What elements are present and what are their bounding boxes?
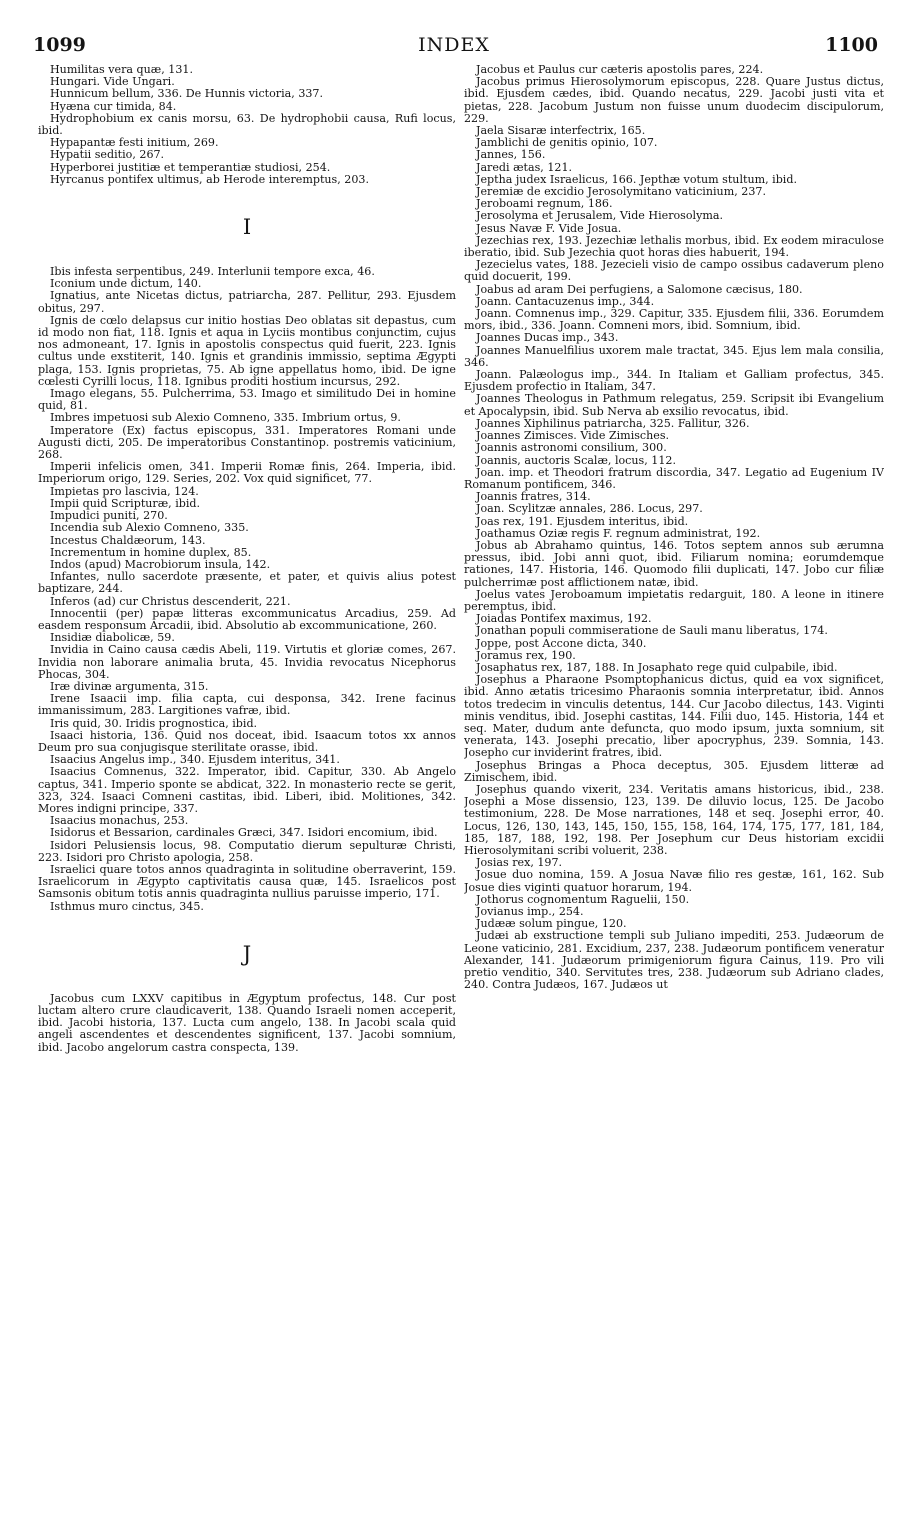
index-entry: Joan. Scylitzæ annales, 286. Locus, 297. <box>476 502 703 516</box>
index-entry: Jaredi ætas, 121. <box>476 160 573 174</box>
index-letter-heading: J <box>242 941 252 966</box>
index-entry: Joabus ad aram Dei perfugiens, a Salomone cæcisus, 180. <box>476 282 803 296</box>
index-entry: Jerosolyma et Jerusalem, Vide Hierosolyma. <box>476 209 724 223</box>
index-entry: Judææ solum pingue, 120. <box>476 917 627 931</box>
index-entry: Joannes Theologus in Pathmum relegatus, 259. Scripsit ibi Evangelium et Apocalypsin, ibid. Sub Nerva ab exsilio revocatus, ibid. <box>464 392 884 418</box>
index-entry: Israelici quare totos annos quadraginta in solitudine oberraverint, 159. Israelicorum in Ægypto captivitatis causa quæ, 145. Israelicos post Samsonis obitum totis annis quadraginta nullius paruisse imperio, 171. <box>38 862 456 901</box>
index-entry: Impietas pro lascivia, 124. <box>50 484 199 498</box>
index-entry: Indos (apud) Macrobiorum insula, 142. <box>50 557 271 571</box>
index-entry: Joannes Manuelfilius uxorem male tractat, 345. Ejus lem mala consilia, 346. <box>464 343 884 369</box>
index-entry: Jothorus cognomentum Raguelii, 150. <box>476 892 690 906</box>
index-entry: Joannis fratres, 314. <box>476 490 591 504</box>
index-entry: Joan. imp. et Theodori fratrum discordia, 347. Legatio ad Eugenium IV Romanum pontificem, 346. <box>464 465 884 491</box>
index-entry: Infantes, nullo sacerdote præsente, et pater, et quivis alius potest baptizare, 244. <box>38 570 456 596</box>
index-entry: Joppe, post Accone dicta, 340. <box>476 636 647 650</box>
index-entry: Jeroboami regnum, 186. <box>476 197 613 211</box>
index-entry: Josaphatus rex, 187, 188. In Josaphato rege quid culpabile, ibid. <box>476 660 838 674</box>
index-entry: Jeremiæ de excidio Jerosolymitano vaticinium, 237. <box>476 185 766 199</box>
running-header <box>0 34 908 58</box>
index-entry: Hyrcanus pontifex ultimus, ab Herode interemptus, 203. <box>50 172 369 186</box>
index-entry: Joelus vates Jeroboamum impietatis redarguit, 180. A leone in itinere peremptus, ibid. <box>464 587 884 613</box>
index-entry: Joiadas Pontifex maximus, 192. <box>476 612 652 626</box>
index-entry: Impudici puniti, 270. <box>50 509 168 523</box>
index-entry: Incrementum in homine duplex, 85. <box>50 545 252 559</box>
index-entry: Joas rex, 191. Ejusdem interitus, ibid. <box>476 514 689 528</box>
index-entry: Invidia in Caino causa cædis Abeli, 119. Virtutis et gloriæ comes, 267. Invidia non laborare animalia bruta, 45. Invidia revocatus Nicephorus Phocas, 304. <box>38 643 456 681</box>
index-entry: Hunnicum bellum, 336. De Hunnis victoria, 337. <box>50 87 324 101</box>
index-entry: Jesus Navæ F. Vide Josua. <box>476 221 622 235</box>
index-entry: Josias rex, 197. <box>476 856 563 870</box>
index-entry: Ignatius, ante Nicetas dictus, patriarcha, 287. Pellitur, 293. Ejusdem obitus, 297. <box>38 289 456 315</box>
index-entry: Isidorus et Bessarion, cardinales Græci, 347. Isidori encomium, ibid. <box>50 826 438 840</box>
index-entry: Jacobus cum LXXV capitibus in Ægyptum profectus, 148. Cur post luctam altero crure claudicaverit, 138. Quando Israeli nomen acceperit, ibid. Jacobi historia, 137. Lucta cum angelo, 138. In Jacobi scala quid angeli ascendentes et descendentes significent, 137. Jacobi somnium, ibid. Jacobo angelorum castra conspecta, 139. <box>38 991 456 1054</box>
index-entry: Joann. Comnenus imp., 329. Capitur, 335. Ejusdem filii, 336. Eorumdem mors, ibid., 336. Joann. Comneni mors, ibid. Somnium, ibid. <box>464 307 884 333</box>
index-entry: Iræ divinæ argumenta, 315. <box>50 679 209 693</box>
index-entry: Imbres impetuosi sub Alexio Comneno, 335. Imbrium ortus, 9. <box>50 411 401 425</box>
index-entry: Jezecielus vates, 188. Jezecieli visio de campo ossibus cadaverum pleno quid docuerit, 199. <box>464 258 884 284</box>
index-entry: Hydrophobium ex canis morsu, 63. De hydrophobii causa, Rufi locus, ibid. <box>38 111 456 138</box>
index-entry: Josephus a Pharaone Psomptophanicus dictus, quid ea vox significet, ibid. Anno ætatis tricesimo Pharaonis somnia interpretatur, ibid. Annos totos tredecim in vinculis detentus, 144. Cur Jacobo dilectus, 143. Viginti minis venditus, ibid. Josephi castitas, 144. Filii duo, 145. Historia, 144 et seq. Mater, dudum ante defuncta, quo modo ipsum, juxta somnium, sit venerata, 143. Josephi precatio, liber apocryphus, 239. Somnia, 143. Josepho cur inviderint fratres, ibid. <box>464 673 884 760</box>
index-entry: Josephus quando vixerit, 234. Veritatis amans historicus, ibid., 238. Josephi a Mose dissensio, 123, 139. De diluvio locus, 125. De Jacobo testimonium, 228. De Mose narrationes, 148 et seq. Josephi error, 40. Locus, 126, 130, 143, 145, 150, 155, 158, 164, 174, 175, 177, 181, 184, 185, 187, 188, 192, 198. Per Josephum cur Deus historiam excidii Hierosolymitani scribi voluerit, 238. <box>464 782 884 857</box>
index-entry: Judæi ab exstructione templi sub Juliano impediti, 253. Judæorum de Leone vaticinio, 281. Excidium, 237, 238. Judæorum pontificem veneratur Alexander, 141. Judæorum primigeniorum figura Cainus, 119. Pro vili pretio venditio, 340. Servitutes tres, 238. Judæorum sub Adriano clades, 240. Contra Judæos, 167. Judæos ut <box>464 929 884 992</box>
index-entry: Joramus rex, 190. <box>476 648 576 662</box>
index-entry: Jannes, 156. <box>476 148 546 162</box>
index-entry: Inferos (ad) cur Christus descenderit, 221. <box>50 594 291 608</box>
index-entry: Joannes Ducas imp., 343. <box>476 331 619 345</box>
page-number-left: 1099 <box>33 34 86 56</box>
index-entry: Jamblichi de genitis opinio, 107. <box>476 136 658 150</box>
index-entry: Isthmus muro cinctus, 345. <box>50 899 204 913</box>
index-entry: Humilitas vera quæ, 131. <box>50 64 193 76</box>
index-entry: Josue duo nomina, 159. A Josua Navæ filio res gestæ, 161, 162. Sub Josue dies viginti quatuor horarum, 194. <box>464 868 884 894</box>
index-entry: Joann. Palæologus imp., 344. In Italiam et Galliam profectus, 345. Ejusdem profectio in Italiam, 347. <box>464 368 884 394</box>
index-entry: Imperatore (Ex) factus episcopus, 331. Imperatores Romani unde Augusti dicti, 205. De imperatoribus Constantinop. postremis vaticinium, 268. <box>38 423 456 462</box>
page-number-right: 1100 <box>825 34 878 56</box>
index-entry: Ignis de cœlo delapsus cur initio hostias Deo oblatas sit depastus, cum id modo non fiat, 118. Ignis et aqua in Lyciis montibus conjunctim, cujus nos admoneant, 17. Ignis in apostolis conspectus quid fuerit, 223. Ignis cultus unde exstiterit, 140. Ignis et grandinis immissio, septima Ægypti plaga, 153. Ignis proprietas, 75. Ab igne appellatus homo, ibid. De igne cœlesti Cyrilli locus, 118. Ignibus proditi hostium incursus, 292. <box>38 313 456 388</box>
index-entry: Joann. Cantacuzenus imp., 344. <box>476 294 655 308</box>
index-entry: Hyperborei justitiæ et temperantiæ studiosi, 254. <box>50 160 331 174</box>
index-entry: Iconium unde dictum, 140. <box>50 277 202 291</box>
index-entry: Impii quid Scripturæ, ibid. <box>50 496 201 510</box>
page-title: INDEX <box>418 34 490 56</box>
index-entry: Hungari. Vide Ungari. <box>50 75 175 89</box>
index-entry: Jeptha judex Israelicus, 166. Jepthæ votum stultum, ibid. <box>476 172 797 186</box>
index-entry: Isaacius Comnenus, 322. Imperator, ibid. Capitur, 330. Ab Angelo captus, 341. Imperio sponte se abdicat, 322. In monasterio recte se gerit, 323, 324. Isaaci Comneni castitas, ibid. Liberi, ibid. Molitiones, 342. Mores indigni principe, 337. <box>38 765 456 815</box>
index-entry: Jonathan populi commiseratione de Sauli manu liberatus, 174. <box>476 624 828 638</box>
index-entry: Isaaci historia, 136. Quid nos doceat, ibid. Isaacum totos xx annos Deum pro sua conjugisque sterilitate orasse, ibid. <box>38 728 456 754</box>
index-entry: Jaela Sisaræ interfectrix, 165. <box>476 124 646 138</box>
index-entry: Jezechias rex, 193. Jezechiæ lethalis morbus, ibid. Ex eodem miraculose iberatio, ibid. Sub Jezechia quot horas dies habuerit, 194. <box>464 233 884 260</box>
index-column-right <box>464 64 884 1519</box>
index-entry: Isidori Pelusiensis locus, 98. Computatio dierum sepulturæ Christi, 223. Isidori pro Christo apologia, 258. <box>38 838 456 864</box>
index-entry: Insidiæ diabolicæ, 59. <box>50 631 175 645</box>
index-entry: Irene Isaacii imp. filia capta, cui desponsa, 342. Irene facinus immanissimum, 283. Largitiones vafræ, ibid. <box>38 692 456 718</box>
index-entry: Ibis infesta serpentibus, 249. Interlunii tempore exca, 46. <box>50 265 375 279</box>
index-entry: Hypatii seditio, 267. <box>50 148 165 162</box>
index-entry: Hypapantæ festi initium, 269. <box>50 136 219 150</box>
index-entry: Incendia sub Alexio Comneno, 335. <box>50 521 249 535</box>
index-entry: Joathamus Oziæ regis F. regnum administrat, 192. <box>476 526 761 540</box>
index-entry: Jobus ab Abrahamo quintus, 146. Totos septem annos sub ærumna pressus, ibid. Jobi anni quot, ibid. Filiarum nomina; eorumdemque rationes, 147. Historia, 146. Quomodo filii duplicati, 147. Jobo cur filiæ pulcherrimæ post afflictionem natæ, ibid. <box>464 538 884 589</box>
index-entry: Isaacius Angelus imp., 340. Ejusdem interitus, 341. <box>50 753 340 767</box>
index-entry: Imago elegans, 55. Pulcherrima, 53. Imago et similitudo Dei in homine quid, 81. <box>38 387 456 413</box>
index-entry: Hyæna cur timida, 84. <box>50 99 177 113</box>
index-column-left <box>38 64 456 1519</box>
index-entry: Jovianus imp., 254. <box>476 905 584 919</box>
index-entry: Josephus Bringas a Phoca deceptus, 305. Ejusdem litteræ ad Zimischem, ibid. <box>464 758 884 784</box>
index-entry: Isaacius monachus, 253. <box>50 814 189 828</box>
index-entry: Jacobus primus Hierosolymorum episcopus, 228. Quare Justus dictus, ibid. Ejusdem cædes, ibid. Quando necatus, 229. Jacobi justi vita et pietas, 228. Jacobum Justum non fuisse unum duodecim discipulorum, 229. <box>464 75 884 125</box>
index-entry: Imperii infelicis omen, 341. Imperii Romæ finis, 264. Imperia, ibid. Imperiorum origo, 129. Series, 202. Vox quid significet, 77. <box>38 460 456 486</box>
index-entry: Jacobus et Paulus cur cæteris apostolis pares, 224. <box>476 64 764 76</box>
index-entry: Joannes Zimisces. Vide Zimisches. <box>476 429 670 443</box>
index-entry: Joannes Xiphilinus patriarcha, 325. Fallitur, 326. <box>476 416 750 430</box>
index-entry: Incestus Chaldæorum, 143. <box>50 533 206 547</box>
index-letter-heading: I <box>242 215 252 240</box>
index-entry: Innocentii (per) papæ litteras excommunicatus Arcadius, 259. Ad easdem responsum Arcadii, ibid. Absolutio ab excommunicatione, 260. <box>38 606 456 632</box>
index-entry: Joannis, auctoris Scalæ, locus, 112. <box>476 453 676 467</box>
index-entry: Joannis astronomi consilium, 300. <box>476 441 667 455</box>
index-entry: Iris quid, 30. Iridis prognostica, ibid. <box>50 716 258 730</box>
